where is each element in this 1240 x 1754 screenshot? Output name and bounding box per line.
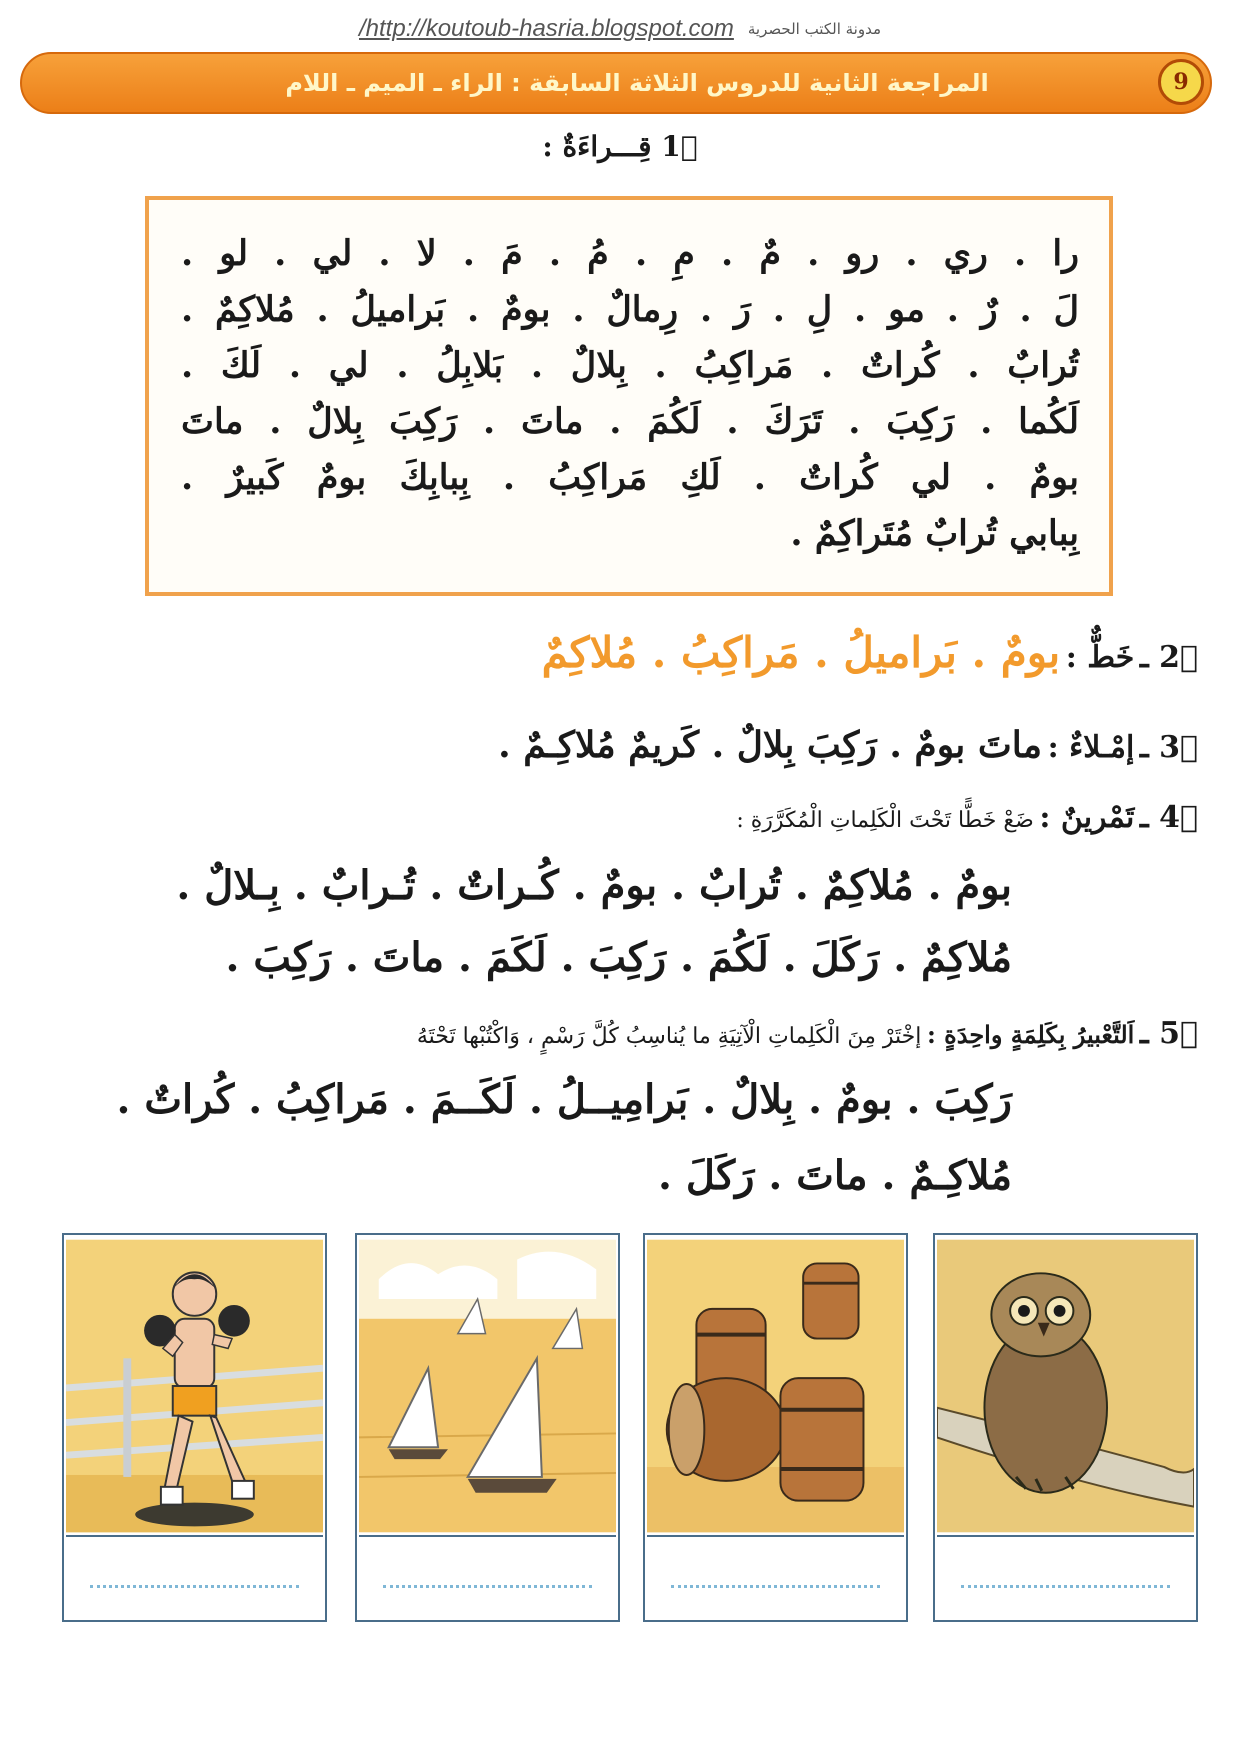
picture-card-barrels	[643, 1233, 908, 1622]
reading-line: بِبابي تُرابٌ مُتَراكِمٌ .	[790, 513, 1079, 554]
barrels-picture	[647, 1237, 904, 1537]
picture-card-boxer	[62, 1233, 327, 1622]
picture-card-owl	[933, 1233, 1198, 1622]
section5-words-line: رَكِبَ . بومٌ . بِلالٌ . بَرامِيــلُ . لَكَــمَ . مَراكِبُ . كُراتٌ .	[116, 1076, 1012, 1123]
answer-line[interactable]	[671, 1585, 880, 1588]
section4-label: تَمْرينٌ :	[1039, 800, 1135, 835]
sailboats-picture	[359, 1237, 616, 1537]
section4-number: 4ً ـ	[1139, 800, 1198, 835]
section1-title: 1ً قِـــراءَةٌ :	[542, 130, 698, 163]
boxer-icon	[66, 1237, 323, 1535]
reading-line: تُرابٌ . كُراتٌ . مَراكِبُ . بِلالٌ . بَلابِلُ . لي . لَكَ .	[181, 345, 1079, 386]
section2-row	[542, 628, 1198, 677]
page-number-badge: 9	[1158, 59, 1204, 105]
sailboat-icon	[359, 1237, 616, 1535]
section3-dictation: ماتَ بومٌ . رَكِبَ بِلالٌ . كَريمٌ مُلاكِـمٌ .	[498, 724, 1042, 766]
boxer-picture	[66, 1237, 323, 1537]
answer-line[interactable]	[383, 1585, 592, 1588]
barrel-icon	[647, 1237, 904, 1535]
section3-number: 3ً ـ	[1139, 730, 1198, 765]
section5-words-line: مُلاكِـمٌ . ماتَ . رَكَلَ .	[657, 1152, 1012, 1199]
section4-words-line: مُلاكِمٌ . رَكَلَ . لَكُمَ . رَكِبَ . لَكَمَ . ماتَ . رَكِبَ .	[225, 934, 1012, 981]
section2-label: خَطٌّ :	[1065, 640, 1135, 675]
section3-row	[498, 724, 1198, 766]
answer-line[interactable]	[961, 1585, 1170, 1588]
section3-label: إمْـلاءٌ :	[1047, 730, 1135, 765]
section2-number: 2ً ـ	[1139, 640, 1198, 675]
header-title: المراجعة الثانية للدروس الثلاثة السابقة : الراء ـ الميم ـ اللام	[285, 69, 989, 97]
watermark-url[interactable]: /http://koutoub-hasria.blogspot.com	[359, 15, 734, 42]
header-bar	[20, 52, 1212, 114]
watermark	[290, 14, 950, 44]
section4-words-line: بومٌ . مُلاكِمٌ . تُرابٌ . بومٌ . كُـراتٌ . تُـرابٌ . بِـلالٌ .	[176, 862, 1012, 909]
reading-lines	[181, 226, 1079, 562]
section5-row	[417, 1016, 1198, 1051]
picture-card-sailboats	[355, 1233, 620, 1622]
answer-line[interactable]	[90, 1585, 299, 1588]
owl-picture	[937, 1237, 1194, 1537]
section2-handwriting: بومٌ . بَراميلُ . مَراكِبُ . مُلاكِمٌ	[541, 628, 1061, 677]
section5-number: 5ً ـ	[1139, 1016, 1198, 1051]
section4-row	[736, 800, 1198, 835]
reading-line: لَ . رٌ . مو . لِ . رَ . رِمالٌ . بومٌ . بَراميلُ . مُلاكِمٌ .	[181, 289, 1079, 330]
reading-line: لَكُما . رَكِبَ . تَرَكَ . لَكُمَ . ماتَ . رَكِبَ بِلالٌ . ماتَ	[181, 401, 1079, 442]
section5-instruction: إخْتَرْ مِنَ الْكَلِماتِ الْآتِيَةِ ما يُناسِبُ كُلَّ رَسْمٍ ، وَاكْتُبْها تَحْتَهُ	[416, 1024, 922, 1049]
reading-line: بومٌ . لي كُراتٌ . لَكِ مَراكِبُ . بِبابِكَ بومٌ كَبيرٌ .	[181, 457, 1079, 498]
reading-line: را . ري . رو . مٌ . مِ . مُ . مَ . لا . لي . لو .	[181, 233, 1079, 274]
watermark-blog-name: مدونة الكتب الحصرية	[747, 20, 881, 38]
section5-label: اَلتَّعْبيرُ بِكَلِمَةٍ واحِدَةٍ :	[926, 1020, 1135, 1049]
owl-icon	[937, 1237, 1194, 1535]
section4-instruction: ضَعْ خَطًّا تَحْتَ الْكَلِماتِ الْمُكَرَّرَةِ :	[736, 808, 1034, 833]
reading-box	[145, 196, 1113, 596]
